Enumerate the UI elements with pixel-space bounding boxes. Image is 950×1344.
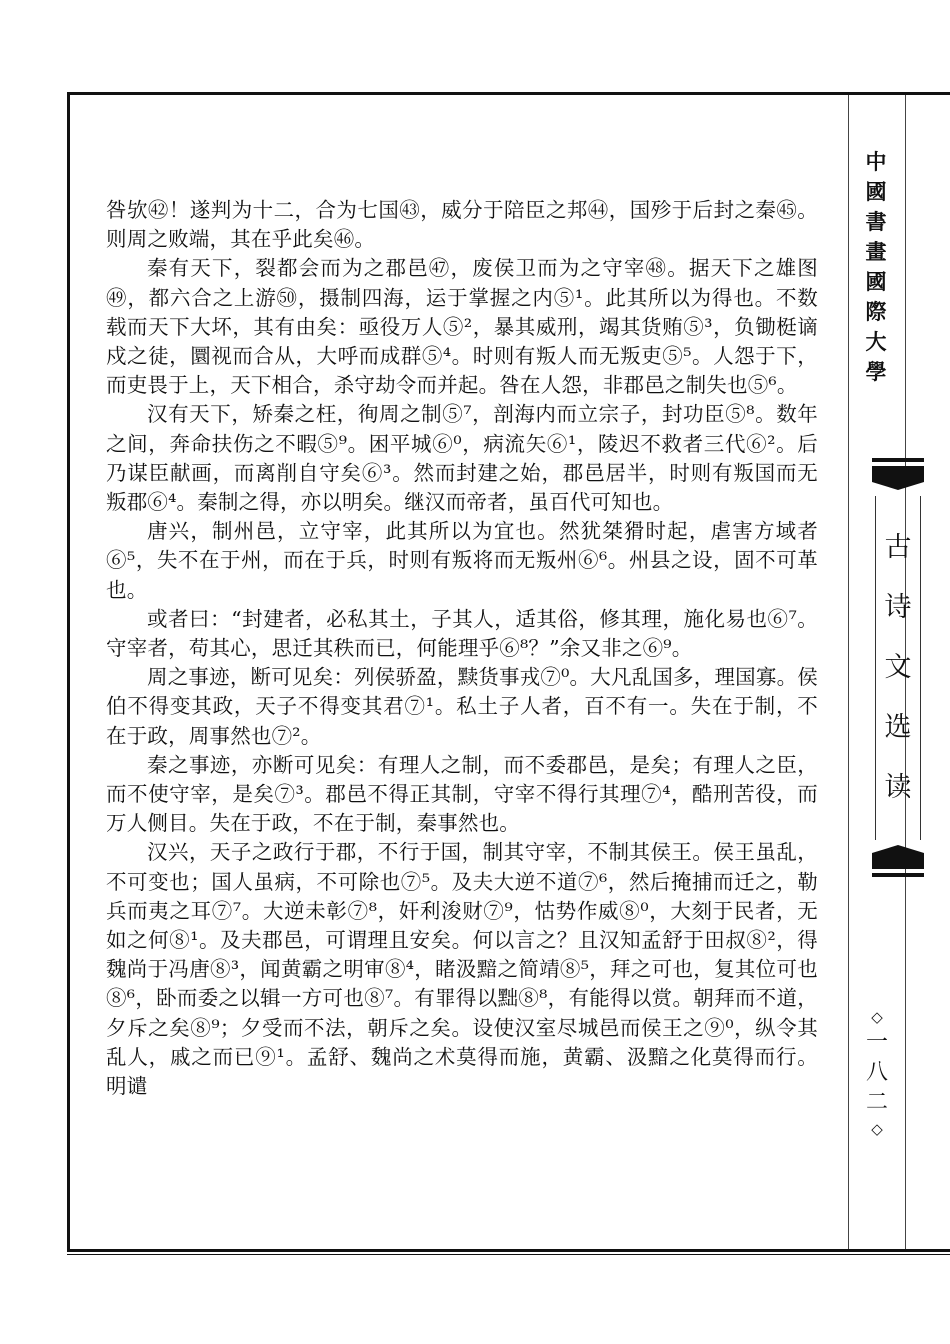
title-ornament-bar	[872, 873, 924, 877]
book-title-char: 古	[884, 532, 912, 563]
frame-bottom-line	[67, 1249, 950, 1252]
university-char: 大	[865, 329, 887, 354]
university-char: 國	[865, 269, 887, 294]
title-ornament-bar	[872, 859, 924, 869]
side-rule-left	[848, 95, 849, 1249]
title-ornament-cap-bottom	[872, 845, 924, 859]
frame-bottom-thin-line	[67, 1254, 950, 1255]
frame-left-line	[67, 92, 70, 1252]
paragraph: 秦有天下，裂都会而为之郡邑㊼，废侯卫而为之守宰㊽。据天下之雄图㊾，都六合之上游㊿，摄制四海，运于掌握之内⑤¹。此其所以为得也。不数载而天下大坏，其有由矣：亟役万人⑤²，暴其威刑，竭其货贿⑤³，负锄梃谪戍之徒，圜视而合从，大呼而成群⑤⁴。时则有叛人而无叛吏⑤⁵。人怨于下，而吏畏于上，天下相合，杀守劫令而并起。咎在人怨，非郡邑之制失也⑤⁶。	[106, 256, 818, 398]
title-ornament-cap-top	[872, 476, 924, 490]
paragraph: 秦之事迹，亦断可见矣：有理人之制，而不委郡邑，是矣；有理人之臣，而不使守宰，是矣⑦³。郡邑不得正其制，守宰不得行其理⑦⁴，酷刑苦役，而万人侧目。失在于政，不在于制，秦事然也。	[106, 752, 818, 836]
main-text	[106, 196, 818, 1101]
paragraph: 汉兴，天子之政行于郡，不行于国，制其守宰，不制其侯王。侯王虽乱，不可变也；国人虽病，不可除也⑦⁵。及夫大逆不道⑦⁶，然后掩捕而迁之，勒兵而夷之耳⑦⁷。大逆未彰⑦⁸，奸利浚财⑦⁹，怙势作威⑧⁰，大刻于民者，无如之何⑧¹。及夫郡邑，可谓理且安矣。何以言之？且汉知孟舒于田叔⑧²，得魏尚于冯唐⑧³，闻黄霸之明审⑧⁴，睹汲黯之简靖⑧⁵，拜之可也，复其位可也⑧⁶，卧而委之以辑一方可也⑧⁷。有罪得以黜⑧⁸，有能得以赏。朝拜而不道，夕斥之矣⑧⁹；夕受而不法，朝斥之矣。设使汉室尽城邑而侯王之⑨⁰，纵令其乱人，戚之而已⑨¹。孟舒、魏尚之术莫得而施，黄霸、汲黯之化莫得而行。明谴	[106, 840, 818, 1099]
title-ornament-bar	[872, 458, 924, 462]
book-title-panel	[875, 496, 921, 840]
paragraph: 咎欤㊷！遂判为十二，合为七国㊸，威分于陪臣之邦㊹，国殄于后封之秦㊺。则周之败端，其在乎此矣㊻。	[106, 198, 818, 252]
diamond-icon: ◇	[871, 1008, 883, 1026]
paragraph: 汉有天下，矫秦之枉，徇周之制⑤⁷，剖海内而立宗子，封功臣⑤⁸。数年之间，奔命扶伤之不暇⑤⁹。困平城⑥⁰，病流矢⑥¹，陵迟不救者三代⑥²。后乃谋臣献画，而离削自守矣⑥³。然而封建之始，郡邑居半，时则有叛国而无叛郡⑥⁴。秦制之得，亦以明矣。继汉而帝者，虽百代可知也。	[106, 402, 818, 515]
university-char: 書	[865, 209, 887, 234]
paragraph: 或者曰：“封建者，必私其土，子其人，适其俗，修其理，施化易也⑥⁷。守宰者，苟其心，思迁其秩而已，何能理乎⑥⁸？”余又非之⑥⁹。	[106, 606, 818, 661]
book-title-char: 文	[884, 652, 912, 683]
book-title-char: 读	[884, 772, 912, 803]
page-number	[862, 1006, 892, 1140]
university-char: 國	[865, 179, 887, 204]
page-number-char: 二	[865, 1090, 888, 1115]
page-number-char: 八	[865, 1060, 888, 1085]
diamond-icon: ◇	[871, 1120, 883, 1138]
page-number-char: 一	[865, 1030, 888, 1055]
university-char: 際	[865, 299, 887, 324]
book-title-char: 诗	[884, 592, 912, 623]
university-char: 畫	[865, 239, 887, 264]
frame-top-line	[67, 92, 950, 95]
university-char: 學	[865, 359, 887, 384]
university-char: 中	[865, 149, 887, 174]
paragraph: 周之事迹，断可见矣：列侯骄盈，黩货事戎⑦⁰。大凡乱国多，理国寡。侯伯不得变其政，天子不得变其君⑦¹。私土子人者，百不有一。失在于制，不在于政，周事然也⑦²。	[106, 665, 818, 748]
paragraph: 唐兴，制州邑，立守宰，此其所以为宜也。然犹桀猾时起，虐害方域者⑥⁵，失不在于州，而在于兵，时则有叛将而无叛州⑥⁶。州县之设，固不可革也。	[106, 519, 818, 602]
title-ornament-bar	[872, 466, 924, 476]
university-name-vertical	[860, 148, 892, 385]
book-title-char: 选	[884, 712, 912, 743]
